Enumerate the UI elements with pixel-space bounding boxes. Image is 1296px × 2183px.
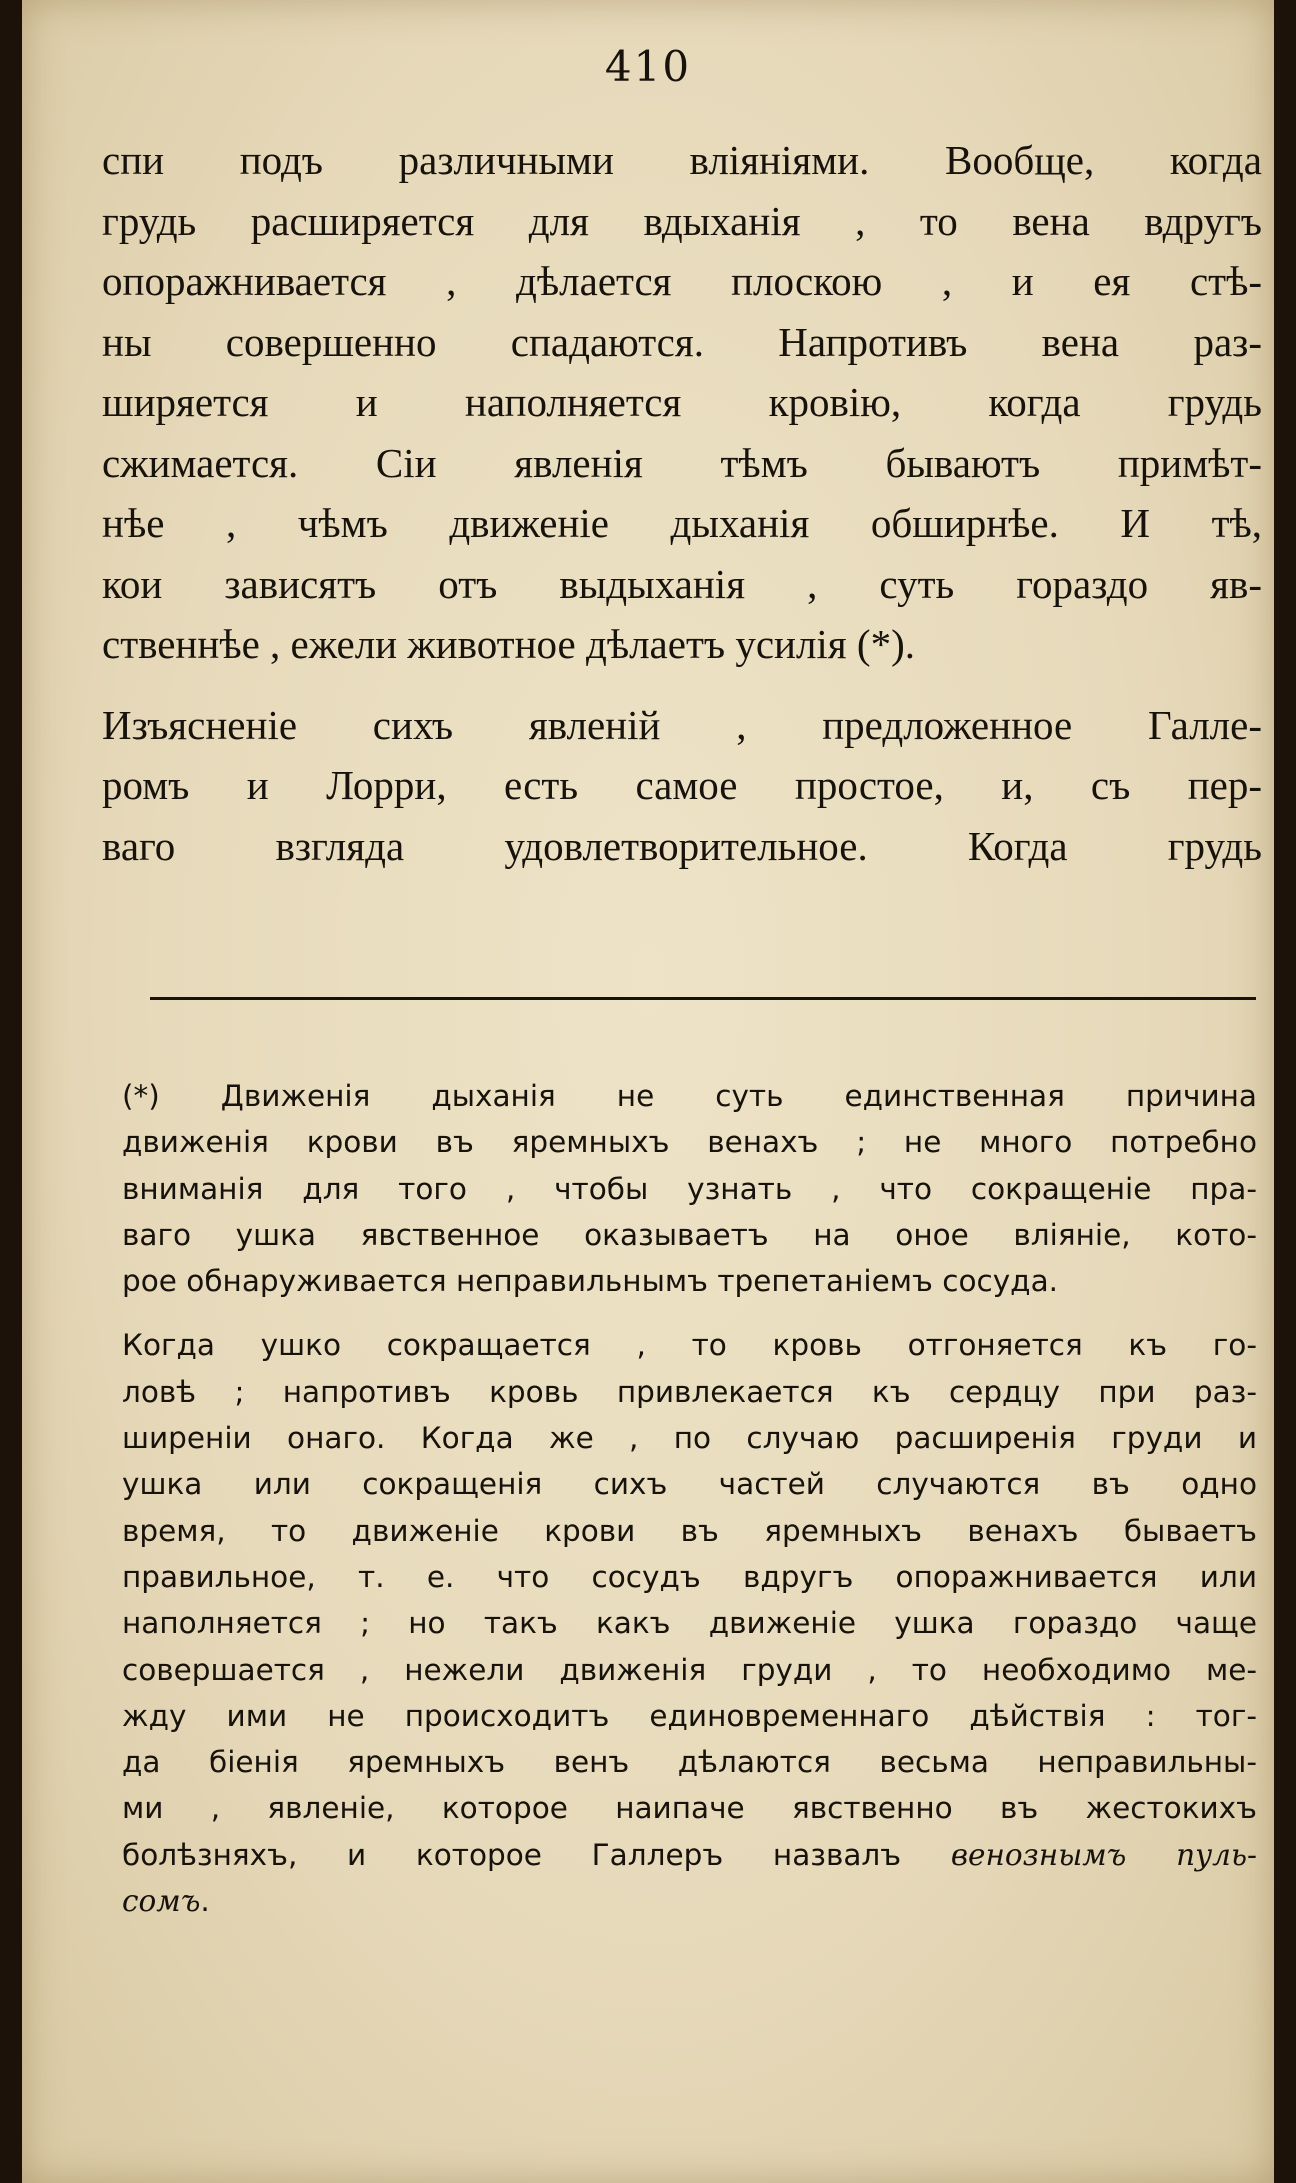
book-page (22, 0, 1274, 2183)
footnote-line: наполняется ; но такъ какъ движеніе ушка гораздо чаще (122, 1606, 1257, 1641)
footnote-line: (*) Движенія дыханія не суть единственная причина (122, 1079, 1257, 1113)
footnote-line: движенія крови въ яремныхъ венахъ ; не много потребно (122, 1125, 1257, 1160)
footnote-text: . (200, 1884, 210, 1919)
footnote-line: ширеніи онаго. Когда же , по случаю расширенія груди и (122, 1421, 1257, 1456)
footnote-line: Когда ушко сокращается , то кровь отгоняется къ го- (122, 1328, 1257, 1363)
footnote-line: правильное, т. е. что сосудъ вдругъ опоражнивается или (122, 1559, 1257, 1594)
main-paragraph-1 (102, 130, 1262, 675)
text-line: Изъясненіе сихъ явленій , предложенное Галле- (102, 701, 1262, 748)
italic-term: сомъ (122, 1884, 201, 1919)
text-line: ширяется и наполняется кровію, когда грудь (102, 379, 1262, 425)
footnote-paragraph-2 (122, 1322, 1257, 1924)
text-line: нѣе , чѣмъ движеніе дыханія обширнѣе. И тѣ, (102, 500, 1262, 546)
footnote-line: да біенія яремныхъ венъ дѣлаются весьма неправильны- (122, 1745, 1257, 1780)
text-line: кои зависятъ отъ выдыханія , суть гораздо яв- (102, 560, 1262, 607)
text-line: ны совершенно спадаются. Напротивъ вена раз- (102, 318, 1262, 365)
text-line: спи подъ различными вліяніями. Вообще, когда (102, 137, 1262, 183)
footnote-text: болѣзняхъ, и которое Галлеръ назвалъ (122, 1837, 902, 1872)
footnote-line: совершается , нежели движенія груди , то необходимо ме- (122, 1652, 1257, 1687)
italic-term: венознымъ пуль- (950, 1837, 1257, 1872)
text-line: опоражнивается , дѣлается плоскою , и ея стѣ- (102, 258, 1262, 304)
footnote-line: рое обнаруживается неправильнымъ трепетаніемъ сосуда. (122, 1264, 1059, 1299)
footnote-divider (150, 997, 1256, 1000)
page-number: 410 (604, 42, 692, 91)
footnote-line: ми , явленіе, которое наипаче явственно въ жестокихъ (122, 1791, 1257, 1826)
footnote-line: время, то движеніе крови въ яремныхъ венахъ бываетъ (122, 1513, 1257, 1548)
text-line: ромъ и Лорри, есть самое простое, и, съ пер- (102, 762, 1262, 808)
footnote-line (122, 1878, 1257, 1924)
main-text (102, 130, 1262, 876)
text-line: грудь расширяется для вдыханія , то вена вдругъ (102, 197, 1262, 244)
footnote (122, 1073, 1257, 1924)
main-paragraph-2 (102, 695, 1262, 877)
footnote-line: ваго ушка явственное оказываетъ на оное вліяніе, кото- (122, 1217, 1257, 1252)
footnote-line (122, 1832, 1257, 1878)
footnote-line: вниманія для того , чтобы узнать , что сокращеніе пра- (122, 1171, 1257, 1206)
text-line: сжимается. Сіи явленія тѣмъ бываютъ примѣт- (102, 439, 1262, 486)
footnote-paragraph-1 (122, 1073, 1257, 1304)
text-line: ственнѣе , ежели животное дѣлаетъ усилія (*). (102, 621, 915, 667)
footnote-line: ловѣ ; напротивъ кровь привлекается къ сердцу при раз- (122, 1374, 1257, 1409)
footnote-line: ушка или сокращенія сихъ частей случаются въ одно (122, 1467, 1257, 1502)
footnote-line: жду ими не происходитъ единовременнаго дѣйствія : тог- (122, 1698, 1257, 1733)
text-line: ваго взгляда удовлетворительное. Когда грудь (102, 822, 1262, 869)
